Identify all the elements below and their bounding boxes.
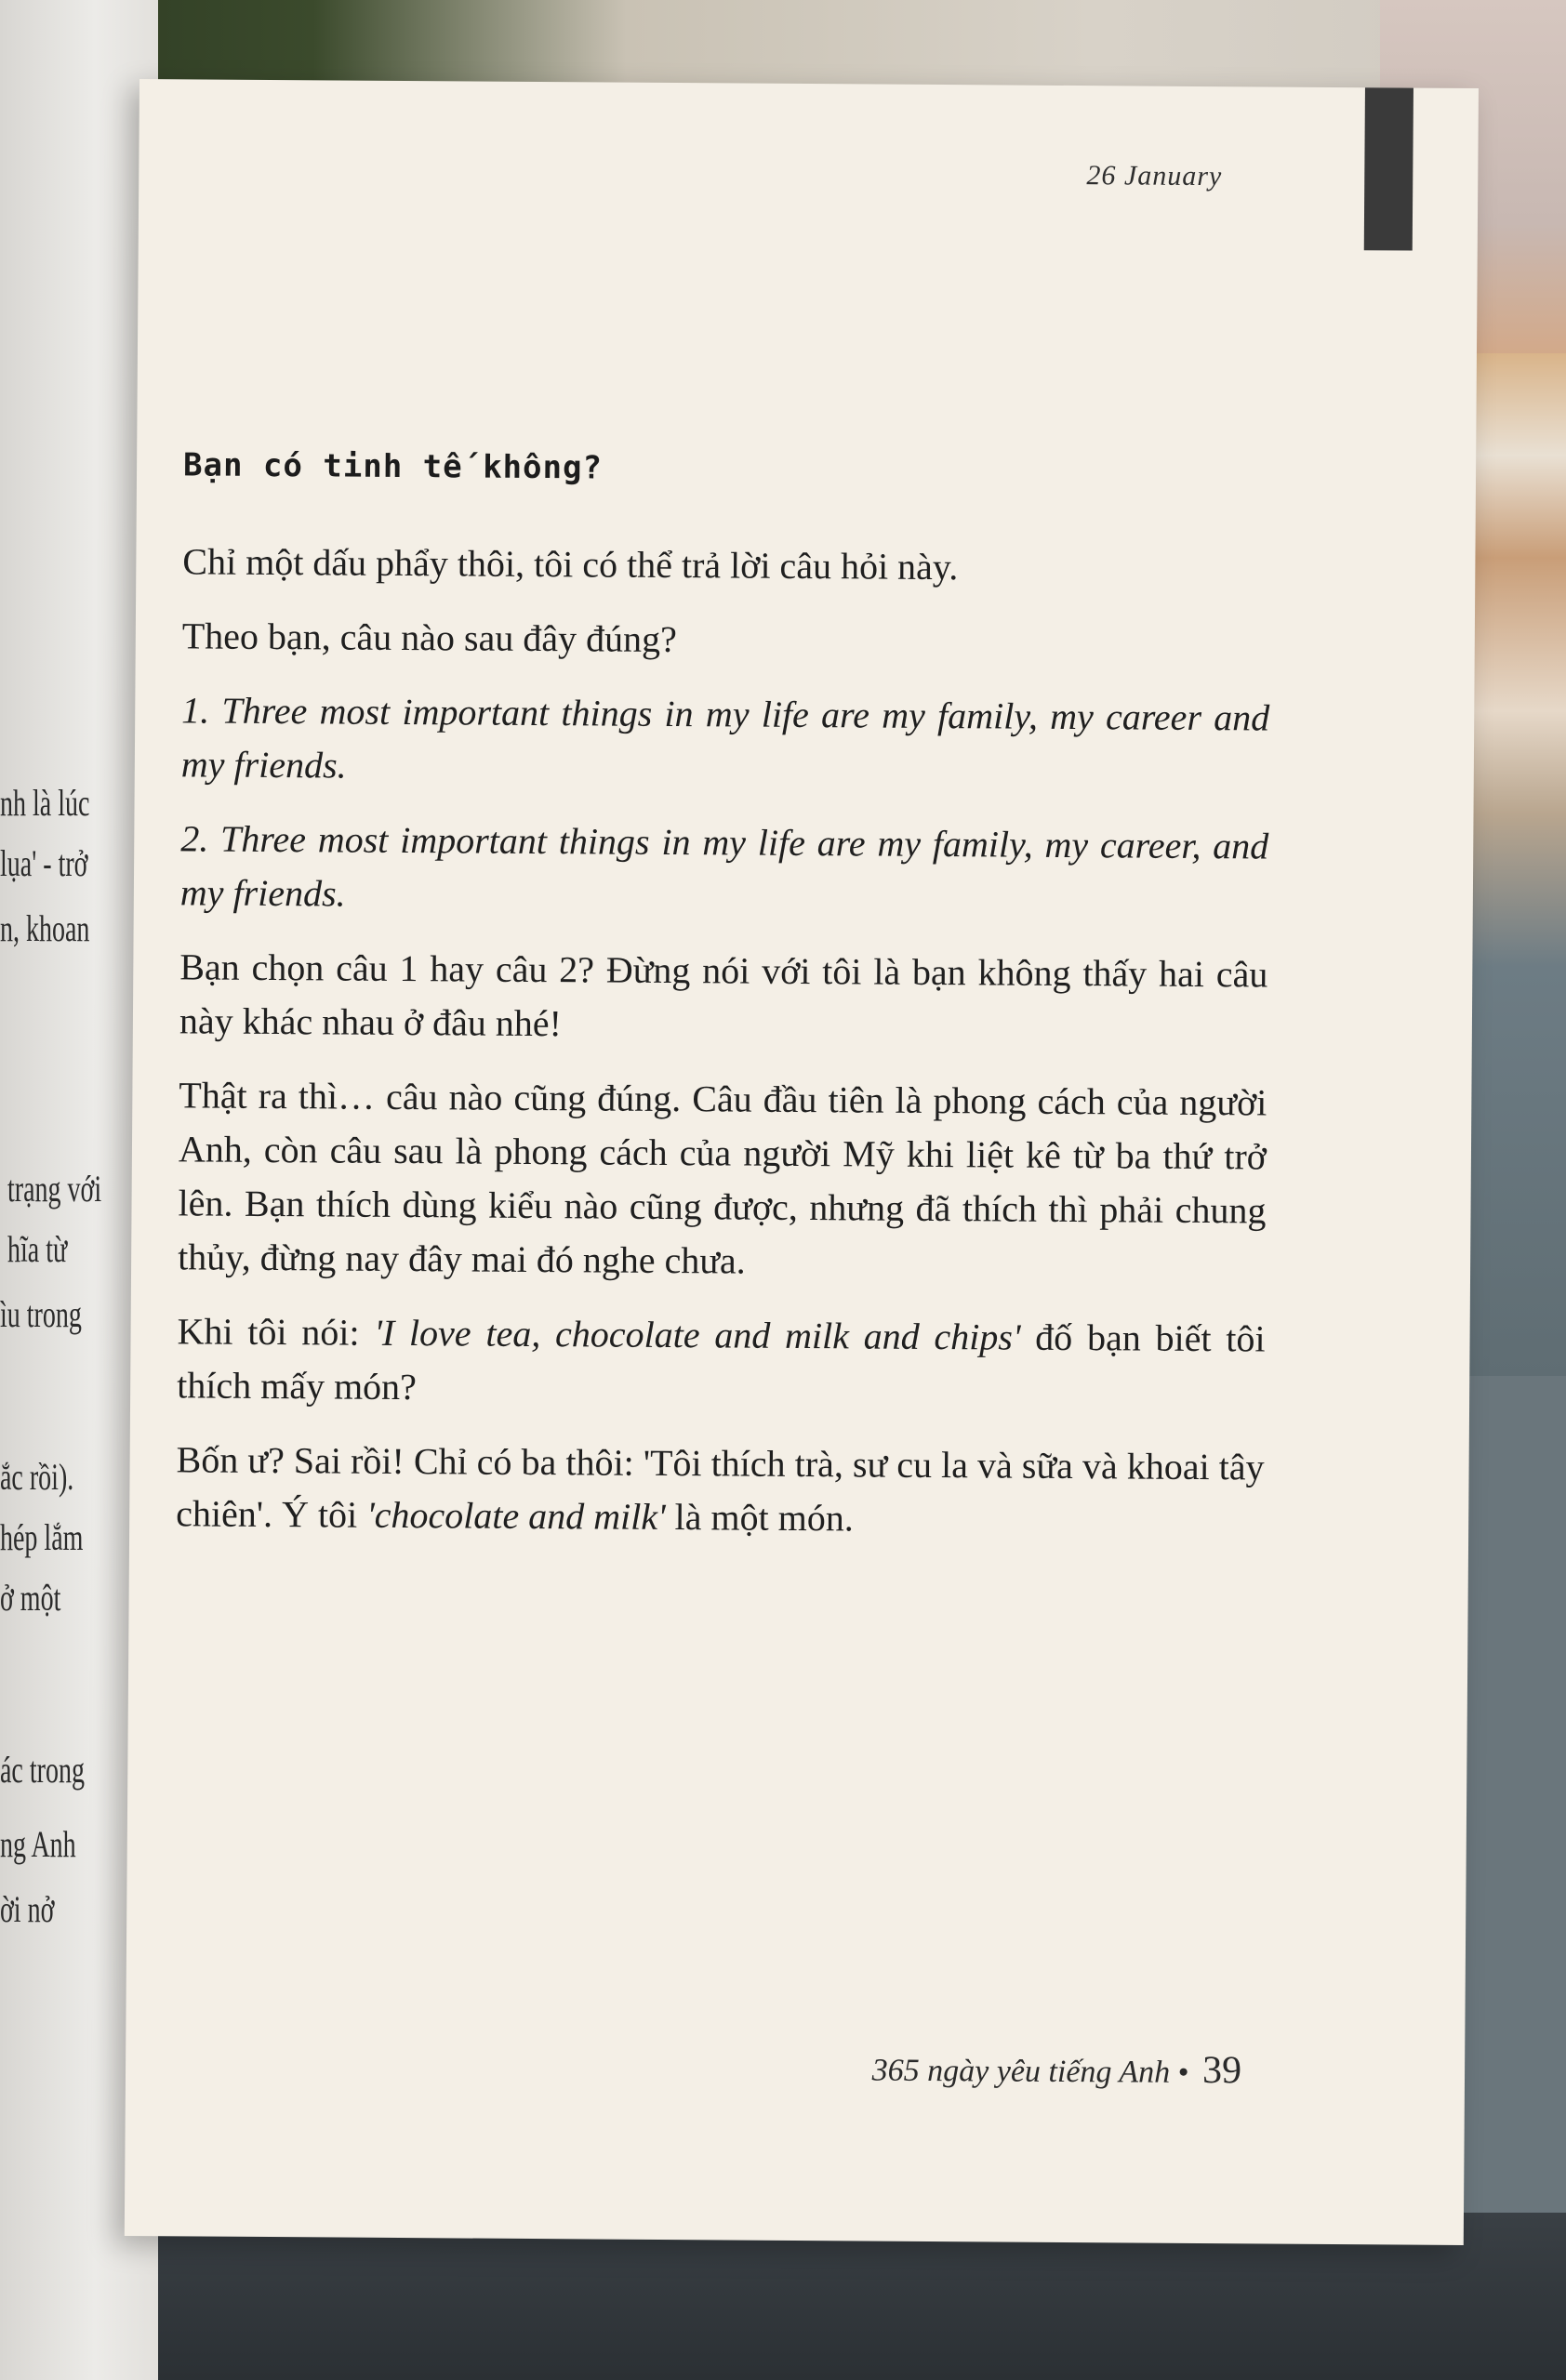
paragraph-text: là một món. <box>665 1495 855 1540</box>
paragraph: Bạn chọn câu 1 hay câu 2? Đừng nói với tôi là bạn không thấy hai câu này khác nhau ở đâu nhé! <box>179 945 1268 1045</box>
left-page-fragment: n, khoan <box>0 907 90 949</box>
paragraph: Thật ra thì… câu nào cũng đúng. Câu đầu tiên là phong cách của người Anh, còn câu sau là phong cách của người Mỹ khi liệt kê từ ba thứ trở lên. Bạn thích dùng kiểu nào cũng được, nhưng đã thích thì phải chung thủy, đừng nay đây mai đó nghe chưa. <box>177 1074 1267 1282</box>
left-page-fragment: ở một <box>0 1577 61 1619</box>
paragraph-text: Bốn ư? Sai rồi! Chỉ có ba thôi: 'Tôi thích trà, sư cu la và sữa và khoai tây chiên'. Ý tôi <box>176 1438 1265 1536</box>
paragraph-text: đố bạn biết tôi thích mấy món? <box>177 1316 1266 1408</box>
left-page-fragment: nh là lúc <box>0 782 90 824</box>
left-page-fragment: ác trong <box>0 1749 85 1791</box>
left-page-fragment: hép lắm <box>0 1516 84 1558</box>
running-head: 26 January <box>1086 160 1223 192</box>
left-page-fragment: ắc rồi). <box>0 1456 74 1498</box>
left-page-fragment: ìu trong <box>0 1293 82 1335</box>
left-page-fragment: trạng với <box>7 1168 102 1210</box>
left-page-fragment: lụa' - trở <box>0 842 88 884</box>
quoted-phrase: 'chocolate and milk' <box>366 1493 666 1538</box>
left-page-fragment: ng Anh <box>0 1823 76 1865</box>
paragraph <box>176 1433 1265 1548</box>
example-sentence: 2. Three most important things in my life are my family, my career, and my friends. <box>179 817 1269 915</box>
section-heading: Bạn có tinh tế không? <box>182 446 604 487</box>
footer-separator: • <box>1177 2055 1189 2090</box>
book-page <box>125 79 1479 2245</box>
paragraph <box>177 1304 1266 1420</box>
paragraph-text: Khi tôi nói: <box>177 1310 375 1354</box>
page-number: 39 <box>1201 2049 1242 2093</box>
book-title: 365 ngày yêu tiếng Anh <box>871 2053 1171 2090</box>
left-page-fragment: hĩa từ <box>7 1228 68 1270</box>
paragraph: Chỉ một dấu phẩy thôi, tôi có thể trả lời câu hỏi này. <box>182 540 959 588</box>
example-sentence: 1. Three most important things in my life are my family, my career and my friends. <box>180 689 1270 787</box>
left-page-fragment: ời nở <box>0 1888 55 1930</box>
page-footer <box>872 2046 1242 2094</box>
page-tab-marker <box>1364 87 1413 250</box>
body-text <box>176 535 1271 1568</box>
paragraph: Theo bạn, câu nào sau đây đúng? <box>181 615 677 661</box>
quoted-phrase: 'I love tea, chocolate and milk and chips' <box>374 1311 1021 1358</box>
